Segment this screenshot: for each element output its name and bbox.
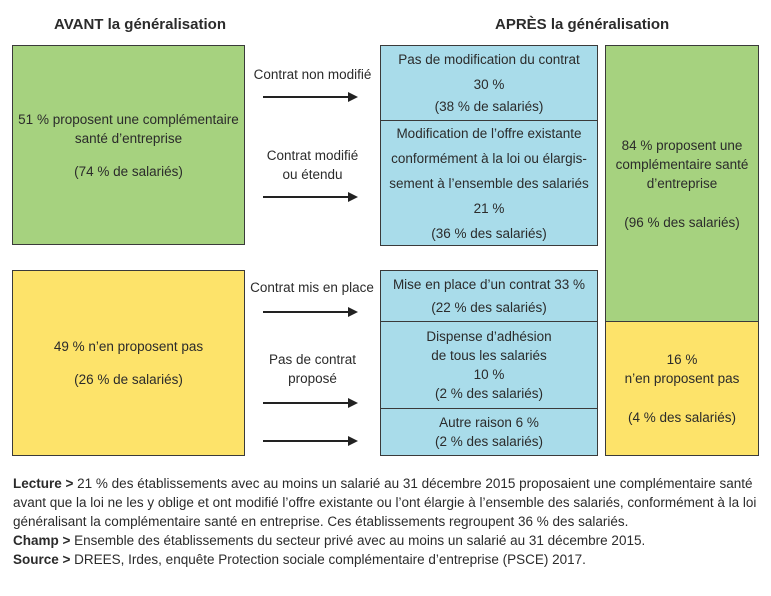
notes bbox=[13, 474, 761, 569]
arrow-right-icon bbox=[263, 436, 358, 446]
arrow-right-icon bbox=[263, 307, 358, 317]
arrow-right-icon bbox=[263, 398, 358, 408]
middle-other-line1: Autre raison 6 % bbox=[439, 415, 539, 430]
before-propose-box bbox=[12, 45, 245, 245]
note-reading-label: Lecture > bbox=[13, 476, 74, 491]
note-source bbox=[13, 550, 761, 569]
after-propose-line4: (96 % des salariés) bbox=[624, 214, 740, 230]
after-not-propose-line1: 16 % bbox=[666, 352, 698, 367]
middle-other-box bbox=[380, 408, 598, 456]
middle-exemption-line2: de tous les salariés bbox=[431, 348, 547, 363]
middle-modified-box bbox=[380, 120, 598, 246]
arrow-right-icon bbox=[263, 92, 358, 102]
middle-exemption-line3: 10 % bbox=[473, 367, 505, 382]
note-scope bbox=[13, 531, 761, 550]
note-reading-text: 21 % des établissements avec au moins un salarié au 31 décembre 2015 proposaient une complémentaire santé avant que la loi ne les y oblige et ont modifié l’offre existante ou l’ont élargie à l’ensemble des salariés, conformément à la loi généralisant la complémentaire santé en entreprise. Ces établissements regroupent 36 % des salariés. bbox=[13, 476, 757, 529]
label-contract-modified-line1: Contrat modifié bbox=[266, 148, 359, 163]
middle-unchanged-box bbox=[380, 45, 598, 121]
middle-new-contract-line1: Mise en place d’un contrat 33 % bbox=[392, 277, 586, 292]
middle-unchanged-line1: Pas de modification du contrat bbox=[398, 52, 580, 67]
label-no-contract-line2: proposé bbox=[288, 371, 337, 386]
after-propose-line3: d’entreprise bbox=[646, 175, 718, 191]
label-contract-unchanged: Contrat non modifié bbox=[253, 67, 372, 82]
before-not-propose-box bbox=[12, 270, 245, 456]
after-propose-line2: complémentaire santé bbox=[615, 156, 749, 172]
label-contract-modified-line2: ou étendu bbox=[282, 167, 343, 182]
before-propose-line2: santé d’entreprise bbox=[74, 130, 183, 146]
middle-exemption-box bbox=[380, 321, 598, 409]
after-propose-line1: 84 % proposent une bbox=[621, 137, 743, 153]
note-source-label: Source > bbox=[13, 552, 71, 567]
before-not-propose-line1: 49 % n’en proposent pas bbox=[53, 339, 204, 354]
after-not-propose-line2: n’en proposent pas bbox=[624, 371, 740, 386]
middle-unchanged-line3: (38 % de salariés) bbox=[434, 99, 544, 114]
before-not-propose-line2: (26 % de salariés) bbox=[74, 372, 183, 387]
middle-new-contract-box bbox=[380, 270, 598, 322]
before-header: AVANT la généralisation bbox=[54, 16, 226, 33]
middle-modified-line4: 21 % bbox=[473, 200, 505, 216]
after-propose-box bbox=[605, 45, 759, 322]
arrow-right-icon bbox=[263, 192, 358, 202]
middle-modified-line3: sement à l’ensemble des salariés bbox=[389, 175, 589, 191]
middle-modified-line2: conformément à la loi ou élargis- bbox=[391, 150, 587, 166]
middle-modified-line1: Modification de l’offre existante bbox=[396, 125, 582, 141]
middle-other-line2: (2 % des salariés) bbox=[434, 434, 544, 449]
before-propose-line1: 51 % proposent une complémentaire bbox=[18, 111, 239, 127]
label-no-contract bbox=[250, 350, 375, 388]
note-source-text: DREES, Irdes, enquête Protection sociale complémentaire d’entreprise (PSCE) 2017. bbox=[70, 552, 586, 567]
label-contract-created: Contrat mis en place bbox=[250, 280, 374, 295]
middle-exemption-line4: (2 % des salariés) bbox=[434, 386, 544, 401]
note-reading bbox=[13, 474, 761, 531]
label-no-contract-line1: Pas de contrat bbox=[268, 352, 357, 367]
after-not-propose-box bbox=[605, 321, 759, 456]
before-propose-line3: (74 % de salariés) bbox=[74, 163, 183, 179]
middle-exemption-line1: Dispense d’adhésion bbox=[426, 329, 552, 344]
after-header: APRÈS la généralisation bbox=[495, 16, 670, 33]
middle-modified-line5: (36 % des salariés) bbox=[431, 225, 547, 241]
after-not-propose-line3: (4 % des salariés) bbox=[627, 410, 737, 425]
note-scope-text: Ensemble des établissements du secteur privé avec au moins un salarié au 31 décembre 2015. bbox=[70, 533, 646, 548]
note-scope-label: Champ > bbox=[13, 533, 71, 548]
label-contract-modified bbox=[250, 146, 375, 184]
middle-new-contract-line2: (22 % des salariés) bbox=[431, 300, 547, 315]
middle-unchanged-line2: 30 % bbox=[473, 77, 505, 92]
